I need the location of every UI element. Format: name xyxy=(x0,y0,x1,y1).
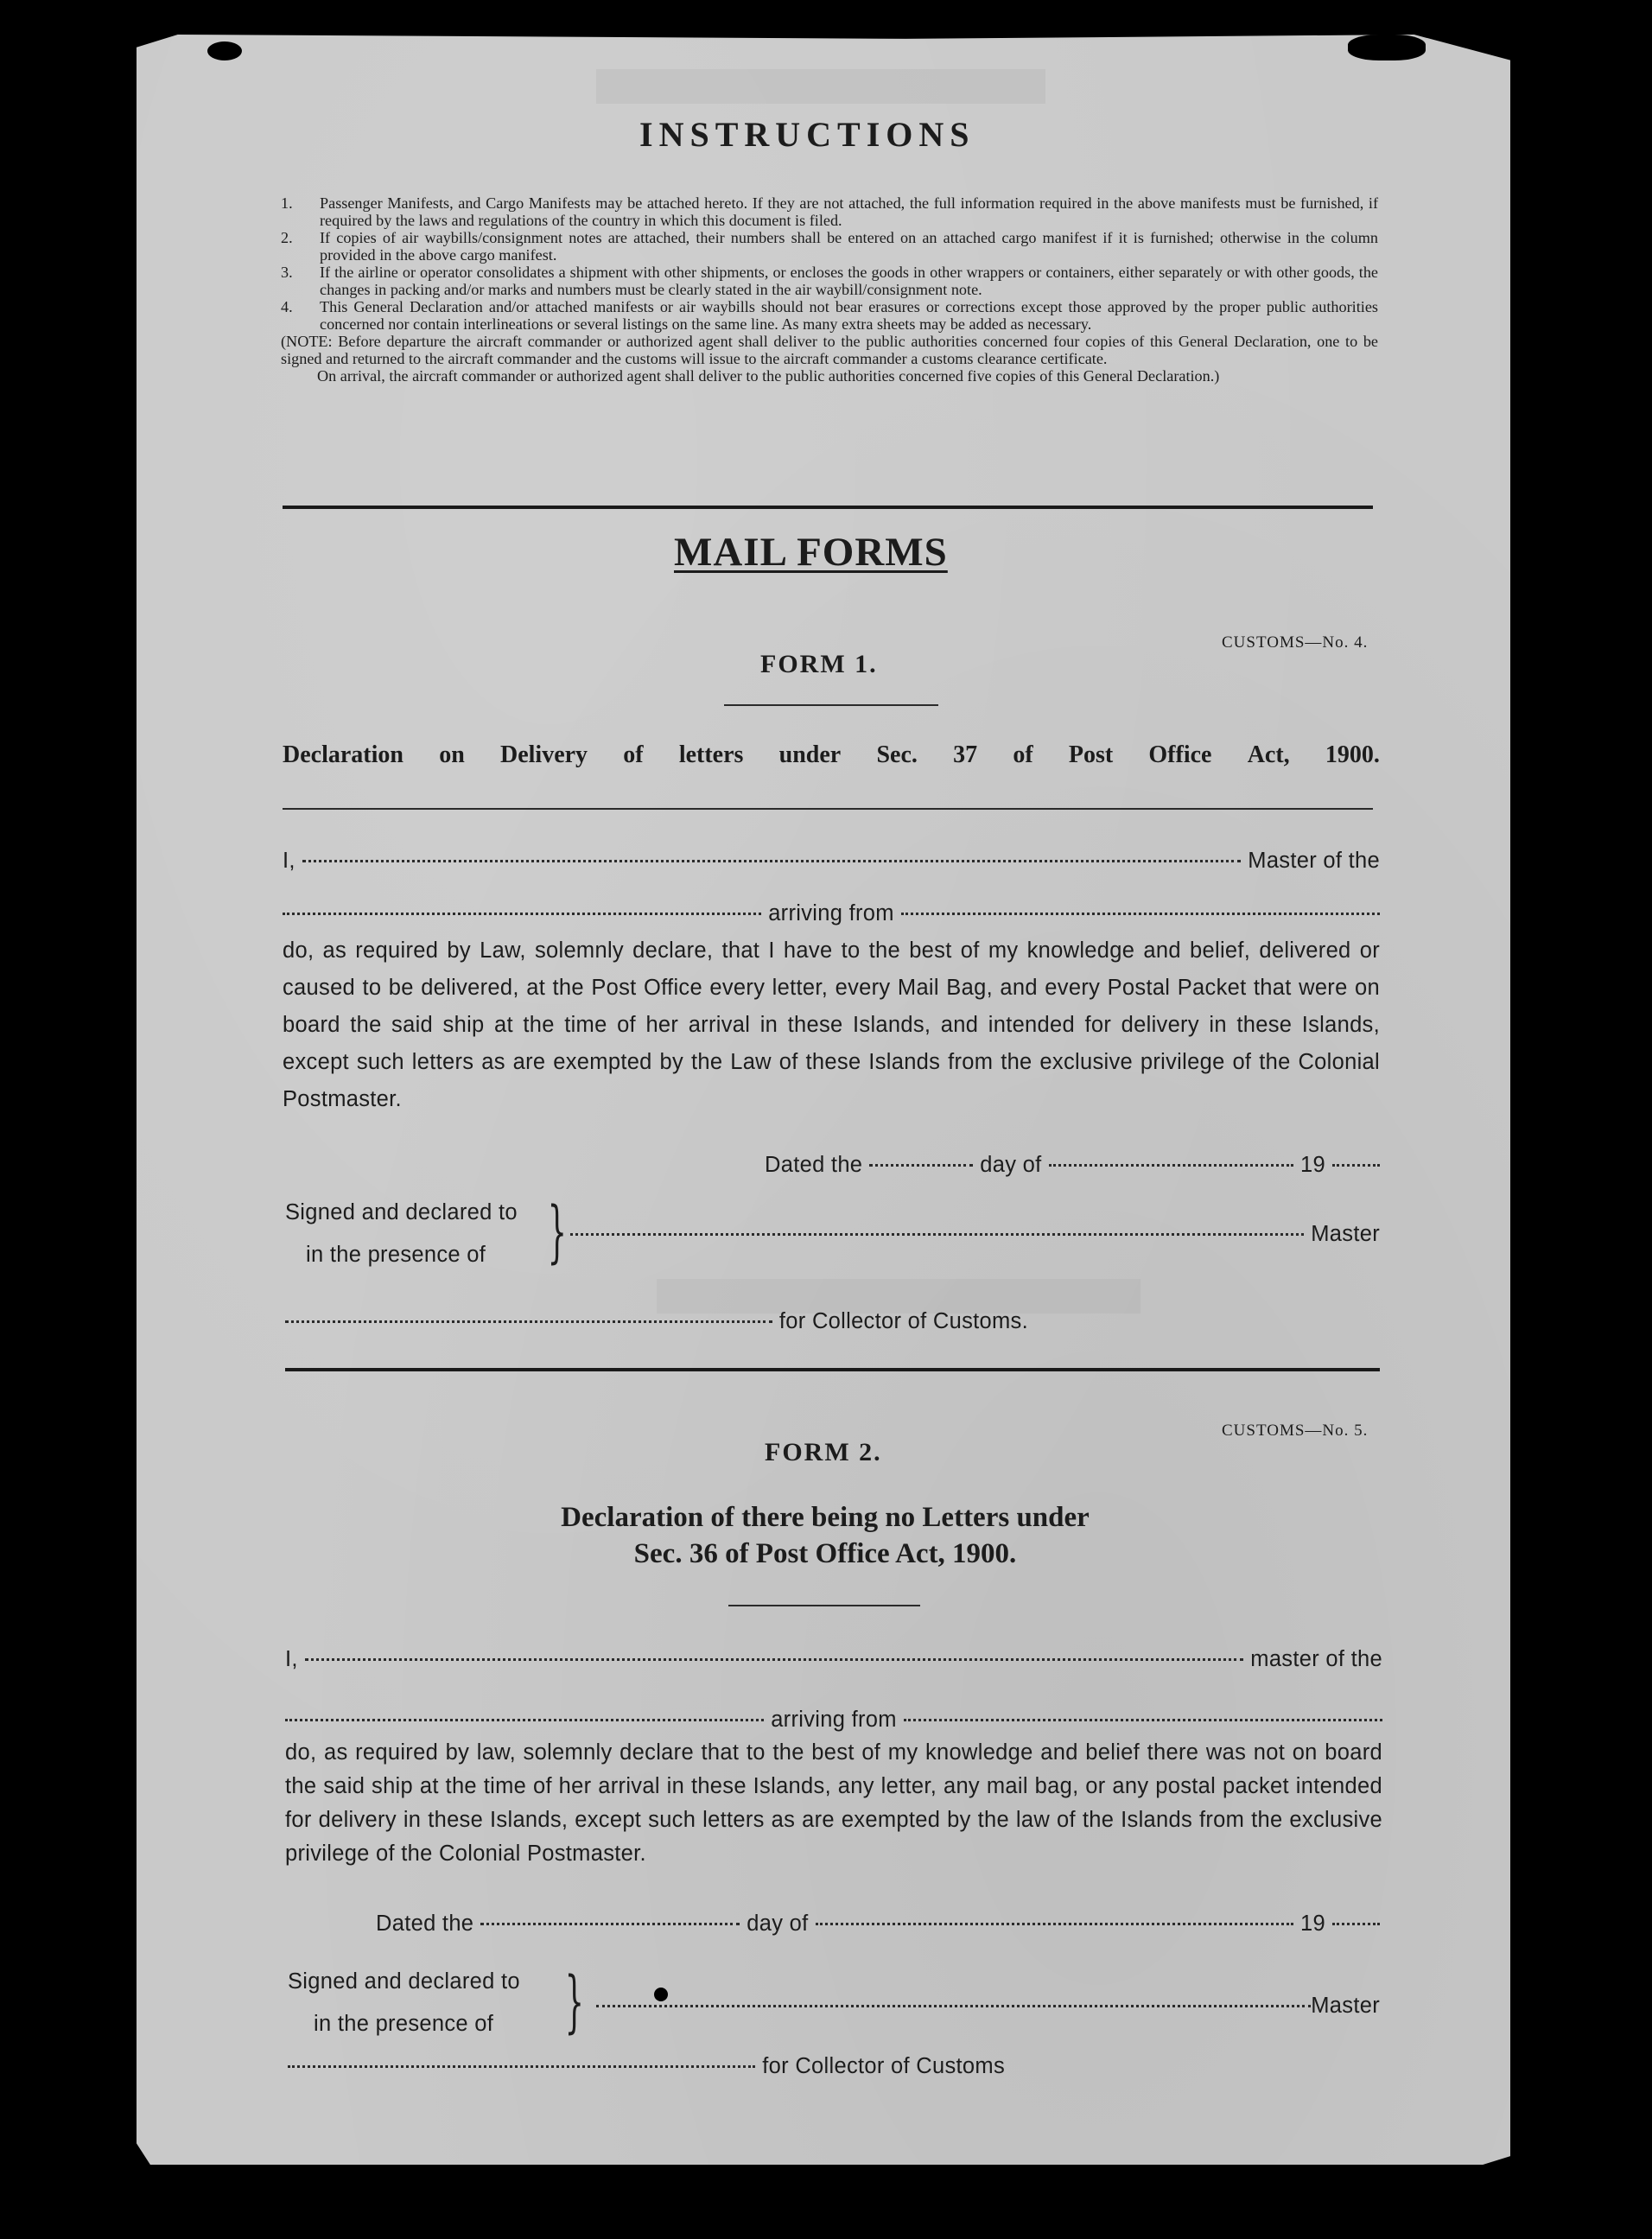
form1-signed-label xyxy=(285,1194,518,1274)
form2-collector-line xyxy=(288,2048,1005,2085)
bleed-through-texture xyxy=(596,69,1045,104)
form1-ship-field[interactable] xyxy=(283,913,761,915)
form1-i-label: I, xyxy=(283,849,295,873)
instruction-item xyxy=(281,194,1378,229)
instructions-note-arrival: On arrival, the aircraft commander or authorized agent shall deliver to the public authorities concerned five copies of this General Declaration.) xyxy=(317,367,1220,385)
section-divider xyxy=(283,506,1373,509)
instruction-item xyxy=(281,264,1378,298)
instruction-item xyxy=(281,229,1378,264)
form2-arriving-label: arriving from xyxy=(771,1708,897,1732)
form1-dated-label: Dated the xyxy=(765,1153,863,1177)
instructions-title: INSTRUCTIONS xyxy=(639,115,975,154)
declaration-word: Post xyxy=(1068,741,1114,768)
form1-month-field[interactable] xyxy=(1049,1164,1293,1167)
form1-customs-number: CUSTOMS—No. 4. xyxy=(1222,633,1369,652)
form2-dated-line xyxy=(376,1905,1380,1943)
form2-master-signature-line xyxy=(596,1988,1380,2025)
form2-year-field[interactable] xyxy=(1332,1923,1380,1925)
form2-name-field[interactable] xyxy=(305,1658,1244,1661)
form2-collector-field[interactable] xyxy=(288,2065,755,2068)
declaration-word: Delivery xyxy=(499,741,588,768)
scan-artifact xyxy=(207,41,242,60)
form2-signed-line1: Signed and declared to xyxy=(288,1969,520,1994)
form-divider xyxy=(285,1368,1380,1371)
instruction-number: 4. xyxy=(281,298,293,315)
form2-day-of-label: day of xyxy=(747,1911,809,1936)
form1-body-text: do, as required by Law, solemnly declare, that I have to the best of my knowledge and belief, delivered or caused to be delivered, at the Post Office every letter, every Mail Bag, and every Postal Packet that were on board the said ship at the time of her arrival in these Islands, and intended for delivery in these Islands, except such letters as are exempted by the Law of these Islands from the exclusive privilege of the Colonial Postmaster. xyxy=(283,938,1380,1111)
form2-master-line xyxy=(285,1641,1382,1678)
form2-body-text: do, as required by law, solemnly declare that to the best of my knowledge and belief there was not on board the said ship at the time of her arrival in these Islands, any letter, any mail bag, or any postal packet intended for delivery in these Islands, except such letters as are exempted by the law of the Islands from the exclusive privilege of the Colonial Postmaster. xyxy=(285,1740,1382,1866)
form1-day-of-label: day of xyxy=(980,1153,1042,1177)
declaration-word: Declaration xyxy=(283,741,403,768)
instruction-text: If copies of air waybills/consignment notes are attached, their numbers shall be entered on an attached cargo manifest if it is furnished; otherwise in the column provided in the above cargo manifest. xyxy=(320,229,1378,264)
form1-declaration-heading xyxy=(283,741,1380,769)
declaration-word: Office xyxy=(1148,741,1212,768)
form2-master-of-label: master of the xyxy=(1250,1647,1382,1671)
form1-master-of-label: Master of the xyxy=(1248,849,1380,873)
form2-ship-field[interactable] xyxy=(285,1719,764,1721)
form1-brace-icon: } xyxy=(547,1193,567,1271)
form2-from-field[interactable] xyxy=(904,1719,1382,1721)
form2-arriving-line xyxy=(285,1702,1382,1739)
form1-name-field[interactable] xyxy=(302,860,1242,862)
instruction-number: 1. xyxy=(281,194,293,212)
form2-signed-label xyxy=(288,1963,520,2043)
form1-arriving-line xyxy=(283,895,1380,932)
form1-year-field[interactable] xyxy=(1332,1164,1380,1167)
declaration-word: 37 xyxy=(953,741,978,768)
form1-title-rule xyxy=(724,704,938,706)
form2-month-field[interactable] xyxy=(816,1923,1293,1925)
instructions-note: (NOTE: Before departure the aircraft commander or authorized agent shall deliver to the public authorities concerned four copies of this General Declaration, one to be signed and returned to the aircraft commander and the customs will issue to the aircraft commander a customs clearance certificate. xyxy=(281,333,1378,367)
instructions-list xyxy=(281,194,1378,385)
form1-dated-line xyxy=(765,1147,1380,1184)
form2-collector-label: for Collector of Customs xyxy=(762,2054,1005,2078)
form2-customs-number: CUSTOMS—No. 5. xyxy=(1222,1422,1369,1440)
form1-collector-label: for Collector of Customs. xyxy=(778,1309,1028,1333)
scan-artifact xyxy=(1348,35,1426,60)
declaration-word: on xyxy=(439,741,465,768)
instruction-text: Passenger Manifests, and Cargo Manifests may be attached hereto. If they are not attached, the full information required in the above manifests must be furnished, if required by the laws and regulations of the country in which this document is filed. xyxy=(320,194,1378,229)
declaration-word: Sec. xyxy=(876,741,918,768)
form1-year-prefix: 19 xyxy=(1300,1153,1325,1177)
form1-collector-field[interactable] xyxy=(285,1320,772,1323)
form1-master-line xyxy=(283,843,1380,880)
form1-signed-line2: in the presence of xyxy=(306,1243,486,1267)
form2-declaration-heading xyxy=(393,1499,1257,1572)
form1-signed-line1: Signed and declared to xyxy=(285,1200,518,1224)
form2-signature-field[interactable] xyxy=(596,2005,1311,2007)
form2-brace-icon: } xyxy=(564,1963,584,2041)
instruction-number: 3. xyxy=(281,264,293,281)
form2-i-label: I, xyxy=(285,1647,298,1671)
form2-year-prefix: 19 xyxy=(1300,1911,1325,1936)
declaration-word: 1900. xyxy=(1325,741,1380,768)
form1-arriving-label: arriving from xyxy=(768,901,894,925)
form1-date-field[interactable] xyxy=(869,1164,973,1167)
form2-title-rule xyxy=(728,1605,920,1606)
declaration-word: under xyxy=(778,741,842,768)
form2-declaration-line2: Sec. 36 of Post Office Act, 1900. xyxy=(633,1538,1017,1569)
mail-forms-title: MAIL FORMS xyxy=(674,530,948,575)
form2-declaration-line1: Declaration of there being no Letters under xyxy=(561,1502,1090,1533)
form1-signature-field[interactable] xyxy=(570,1233,1304,1236)
instruction-item xyxy=(281,298,1378,333)
instruction-text: This General Declaration and/or attached manifests or air waybills should not bear erasures or corrections except those approved by the proper public authorities concerned nor contain interlineations or several listings on the same line. As many extra sheets may be added as necessary. xyxy=(320,298,1378,333)
form1-master-label: Master xyxy=(1311,1222,1380,1246)
form1-master-signature-line xyxy=(570,1216,1380,1253)
form1-collector-line xyxy=(285,1303,1028,1340)
declaration-word: of xyxy=(623,741,644,768)
form2-date-field[interactable] xyxy=(480,1923,740,1925)
form1-declaration-rule xyxy=(283,808,1373,810)
declaration-word: of xyxy=(1013,741,1033,768)
declaration-word: Act, xyxy=(1247,741,1290,768)
form2-master-label: Master xyxy=(1311,1994,1380,2018)
form2-dated-label: Dated the xyxy=(376,1911,474,1936)
form2-title: FORM 2. xyxy=(765,1438,882,1466)
instruction-number: 2. xyxy=(281,229,293,246)
instruction-text: If the airline or operator consolidates a shipment with other shipments, or encloses the goods in other wrappers or containers, either separately or with other goods, the changes in packing and/or marks and numbers must be clearly stated in the air waybill/consignment note. xyxy=(320,264,1378,298)
declaration-word: letters xyxy=(678,741,744,768)
form1-title: FORM 1. xyxy=(760,650,878,678)
form2-signed-line2: in the presence of xyxy=(314,2012,494,2036)
form1-from-field[interactable] xyxy=(901,913,1380,915)
